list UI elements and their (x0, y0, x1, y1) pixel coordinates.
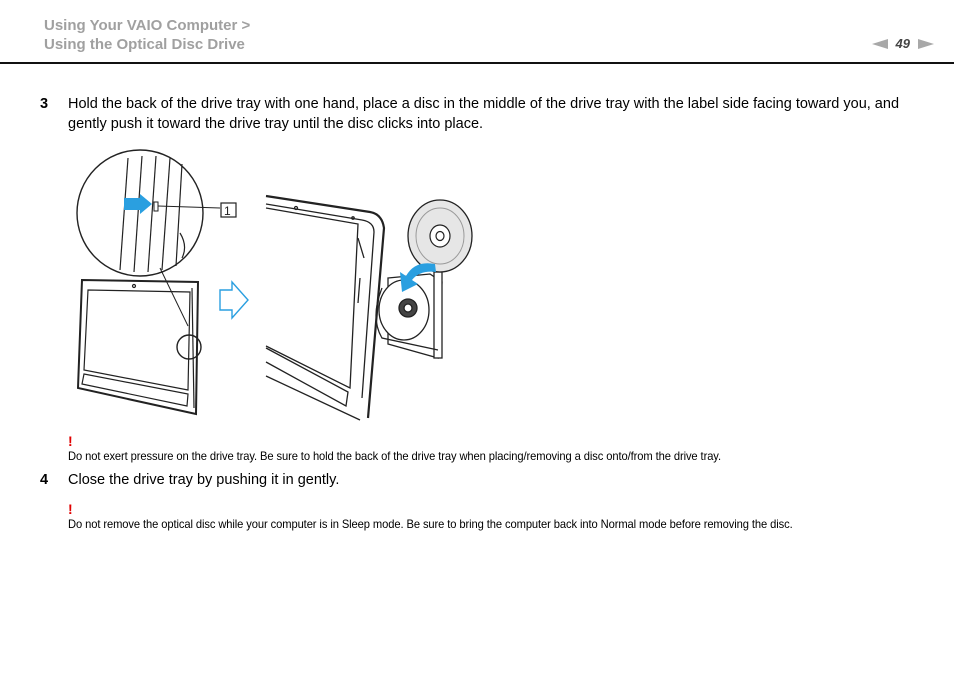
breadcrumb-line-1: Using Your VAIO Computer > (44, 17, 251, 34)
header-divider (0, 62, 954, 64)
step-3 (40, 94, 928, 134)
breadcrumb-line-2: Using the Optical Disc Drive (44, 36, 245, 53)
step-number: 4 (40, 472, 49, 488)
step-text: Close the drive tray by pushing it in gently. (68, 472, 340, 488)
step-number: 3 (40, 96, 49, 112)
warning-note-2 (68, 502, 847, 532)
step-4 (40, 470, 928, 490)
warning-note-1 (68, 434, 770, 464)
callout-number: 1 (224, 204, 231, 218)
disc-drawing (408, 200, 472, 272)
page-navigation (872, 36, 934, 51)
warning-text: Do not remove the optical disc while your computer is in Sleep mode. Be sure to bring the computer back into Normal mode before removing the disc. (68, 517, 793, 531)
next-step-arrow-icon (220, 282, 248, 318)
insert-disc-illustration (70, 148, 480, 423)
step-text: Hold the back of the drive tray with one hand, place a disc in the middle of the drive tray with the label side facing toward you, and gently push it toward the drive tray until the disc clicks into place. (68, 96, 900, 132)
next-page-icon[interactable] (918, 39, 934, 49)
breadcrumb (44, 16, 250, 54)
warning-icon: ! (68, 501, 73, 517)
computer-large-drawing (266, 196, 384, 420)
zoom-detail (77, 150, 220, 359)
warning-text: Do not exert pressure on the drive tray. Be sure to hold the back of the drive tray when placing/removing a disc onto/from the drive tray. (68, 449, 721, 463)
computer-front-drawing (78, 280, 198, 414)
warning-icon: ! (68, 433, 73, 449)
page-number: 49 (895, 36, 910, 51)
previous-page-icon[interactable] (872, 39, 888, 49)
